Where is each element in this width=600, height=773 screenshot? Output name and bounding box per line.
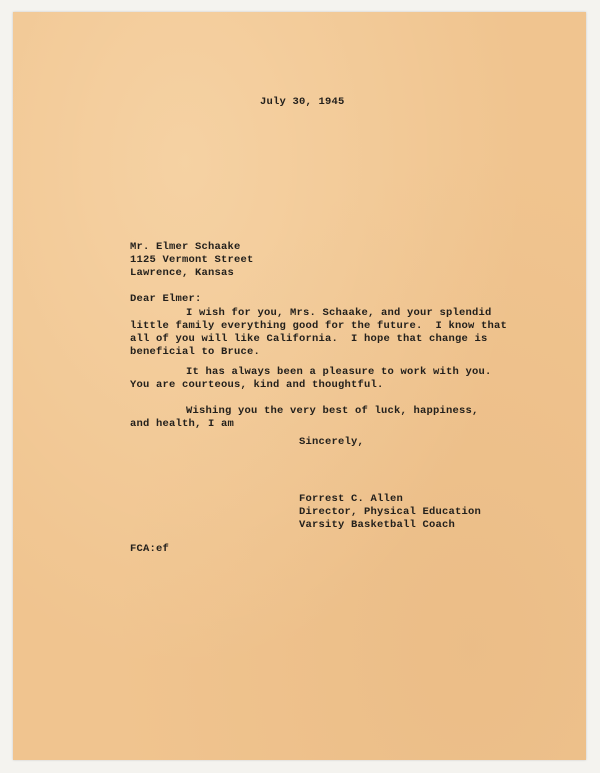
paragraph-3-line-1: Wishing you the very best of luck, happiness, <box>186 405 479 417</box>
signature-title-1: Director, Physical Education <box>299 506 482 518</box>
letter-date: July 30, 1945 <box>260 96 345 108</box>
salutation: Dear Elmer: <box>130 293 202 305</box>
paragraph-1-line-4: beneficial to Bruce. <box>130 346 261 358</box>
paragraph-2-line-1: It has always been a pleasure to work with you. <box>186 366 492 378</box>
recipient-city: Lawrence, Kansas <box>130 267 235 279</box>
paragraph-1-line-2: little family everything good for the future. I know that <box>130 320 508 332</box>
signature-title-2: Varsity Basketball Coach <box>299 519 456 531</box>
paragraph-1-line-1: I wish for you, Mrs. Schaake, and your splendid <box>186 307 492 319</box>
paragraph-2-line-2: You are courteous, kind and thoughtful. <box>130 379 384 391</box>
typist-initials: FCA:ef <box>130 543 170 555</box>
recipient-street: 1125 Vermont Street <box>130 254 254 266</box>
signature-name: Forrest C. Allen <box>299 493 404 505</box>
recipient-name: Mr. Elmer Schaake <box>130 241 241 253</box>
paragraph-3-line-2: and health, I am <box>130 418 235 430</box>
closing: Sincerely, <box>299 436 365 448</box>
paragraph-1-line-3: all of you will like California. I hope that change is <box>130 333 488 345</box>
